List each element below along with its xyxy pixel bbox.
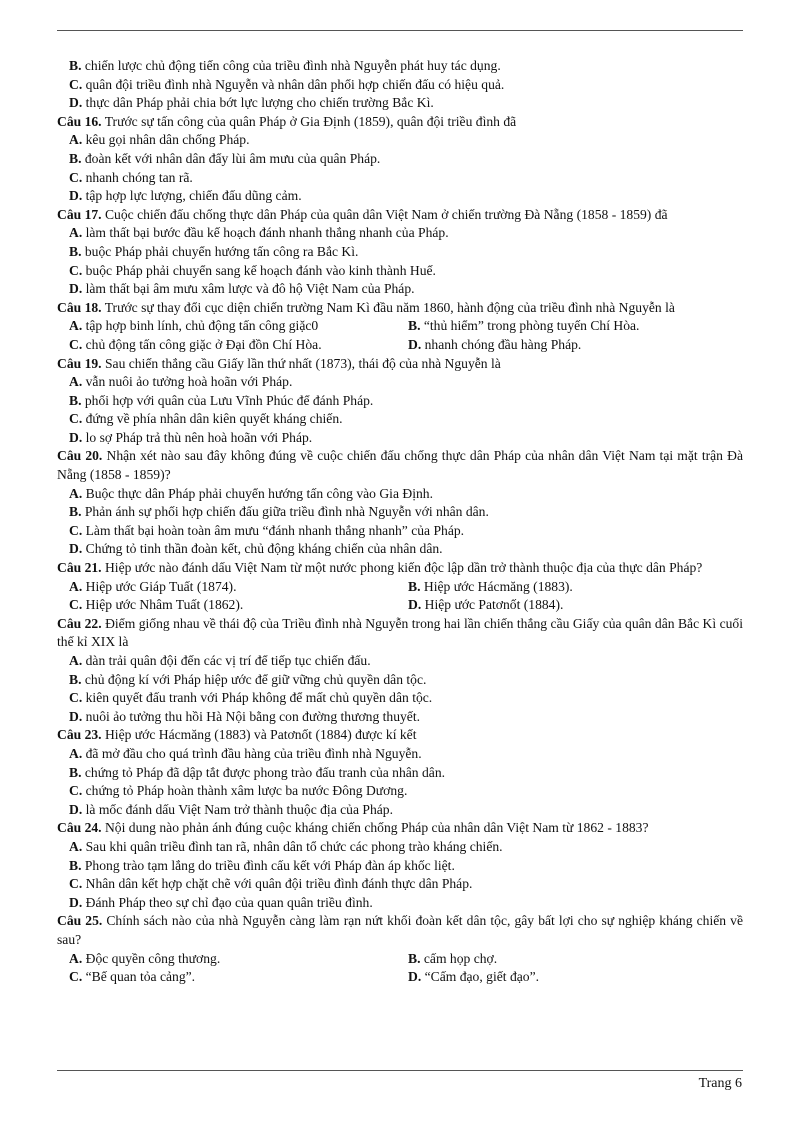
option-text: chủ động kí với Pháp hiệp ước để giữ vững chủ quyền dân tộc. [84, 671, 427, 687]
question-list [57, 57, 743, 987]
answer-option [69, 317, 408, 336]
option-text: Độc quyền công thương. [85, 950, 221, 966]
option-key: B. [69, 764, 82, 780]
option-text: thực dân Pháp phải chia bớt lực lượng cho chiến trường Bắc Kì. [85, 95, 434, 111]
question-number: Câu 16. [57, 113, 102, 129]
answer-option [57, 280, 743, 299]
option-text: chủ động tấn công giặc ở Đại đồn Chí Hòa. [85, 336, 322, 352]
question-text: Sau chiến thắng cầu Giấy lần thứ nhất (1873), thái độ của nhà Nguyễn là [104, 355, 501, 371]
option-text: làm thất bại âm mưu xâm lược và đô hộ Việt Nam của Pháp. [85, 281, 415, 297]
option-key: C. [69, 597, 83, 613]
option-key: C. [69, 522, 83, 538]
answer-option [408, 578, 573, 597]
option-text: buộc Pháp phải chuyển hướng tấn công ra Bắc Kì. [84, 243, 359, 259]
answer-option [57, 150, 743, 169]
answer-option [57, 373, 743, 392]
answer-option-row [57, 336, 743, 355]
answer-option [57, 671, 743, 690]
answer-option [408, 336, 581, 355]
answer-option [57, 410, 743, 429]
question [57, 819, 743, 838]
option-text: Phong trào tạm lắng do triều đình cấu kết với Pháp đàn áp khốc liệt. [84, 857, 455, 873]
question [57, 726, 743, 745]
option-text: “Cấm đạo, giết đạo”. [424, 969, 539, 985]
option-text: Nhân dân kết hợp chặt chẽ với quân đội triều đình đánh thực dân Pháp. [85, 876, 473, 892]
option-key: D. [69, 429, 83, 445]
question-text: Cuộc chiến đấu chống thực dân Pháp của quân dân Việt Nam ở chiến trường Đà Nẵng (1858 - 1859) đã [104, 206, 668, 222]
option-key: A. [69, 374, 83, 390]
option-key: D. [408, 597, 422, 613]
option-key: C. [69, 783, 83, 799]
answer-option [57, 838, 743, 857]
question [57, 206, 743, 225]
answer-option [57, 485, 743, 504]
option-text: nhanh chóng tan rã. [85, 169, 193, 185]
question [57, 355, 743, 374]
answer-option [408, 950, 497, 969]
answer-option [57, 187, 743, 206]
option-key: C. [69, 690, 83, 706]
question-number: Câu 25. [57, 913, 103, 929]
footer-rule [57, 1070, 743, 1071]
answer-option [69, 968, 408, 987]
option-key: C. [69, 262, 83, 278]
answer-option-row [57, 317, 743, 336]
answer-option [57, 262, 743, 281]
option-text: vẫn nuôi ảo tưởng hoà hoãn với Pháp. [85, 374, 293, 390]
question-number: Câu 18. [57, 299, 102, 315]
answer-option [57, 224, 743, 243]
answer-option [57, 57, 743, 76]
question-text: Chính sách nào của nhà Nguyễn càng làm rạn nứt khối đoàn kết dân tộc, gây bất lợi cho sự nghiệp kháng chiến về sau? [57, 913, 743, 947]
option-text: chứng tỏ Pháp hoàn thành xâm lược ba nước Đông Dương. [85, 783, 408, 799]
option-text: Hiệp ước Patơnốt (1884). [424, 597, 564, 613]
page-number: Trang 6 [698, 1076, 742, 1091]
option-text: nhanh chóng đầu hàng Pháp. [424, 336, 582, 352]
option-key: B. [69, 58, 82, 73]
question-number: Câu 23. [57, 727, 102, 743]
header-rule [57, 30, 743, 31]
answer-option [69, 596, 408, 615]
option-key: A. [69, 653, 83, 668]
option-text: “Bế quan tỏa cảng”. [85, 969, 196, 985]
answer-option [57, 243, 743, 262]
option-text: quân đội triều đình nhà Nguyễn và nhân dân phối hợp chiến đấu có hiệu quả. [85, 76, 505, 92]
option-text: kiên quyết đấu tranh với Pháp không để mất chủ quyền dân tộc. [85, 690, 433, 706]
option-key: B. [69, 392, 82, 408]
answer-option-row [57, 596, 743, 615]
option-key: B. [408, 318, 421, 334]
option-key: C. [69, 411, 83, 427]
answer-option [408, 968, 539, 987]
answer-option [57, 131, 743, 150]
option-key: D. [408, 336, 422, 352]
answer-option [57, 875, 743, 894]
option-key: D. [69, 281, 83, 297]
answer-option [57, 745, 743, 764]
answer-option [57, 764, 743, 783]
option-text: tập hợp binh lính, chủ động tấn công giặc0 [85, 318, 319, 334]
answer-option [57, 708, 743, 727]
option-key: D. [69, 188, 83, 204]
option-text: Phản ánh sự phối hợp chiến đấu giữa triều đình nhà Nguyễn với nhân dân. [84, 504, 489, 520]
option-key: B. [69, 671, 82, 687]
question-text: Điểm giống nhau về thái độ của Triều đình nhà Nguyễn trong hai lần chiến thắng cầu Giấy của quân dân Bắc Kì cuối thế kỉ XIX là [57, 615, 743, 650]
option-key: D. [69, 95, 83, 111]
question [57, 615, 743, 652]
question-text: Trước sự tấn công của quân Pháp ở Gia Định (1859), quân đội triều đình đã [104, 113, 517, 129]
option-text: nuôi ảo tưởng thu hồi Hà Nội bằng con đường thương thuyết. [85, 708, 421, 724]
question [57, 113, 743, 132]
answer-option [57, 540, 743, 559]
option-text: Sau khi quân triều đình tan rã, nhân dân tổ chức các phong trào kháng chiến. [85, 838, 503, 854]
answer-option-row [57, 968, 743, 987]
answer-option [69, 578, 408, 597]
option-text: tập hợp lực lượng, chiến đấu dũng cảm. [85, 188, 302, 204]
option-text: Hiệp ước Hácmăng (1883). [423, 578, 573, 594]
option-key: A. [69, 838, 83, 854]
option-text: kêu gọi nhân dân chống Pháp. [85, 132, 250, 148]
answer-option-row [57, 950, 743, 969]
option-text: chiến lược chủ động tiến công của triều đình nhà Nguyễn phát huy tác dụng. [84, 58, 501, 73]
question [57, 299, 743, 318]
question [57, 559, 743, 578]
option-text: buộc Pháp phải chuyển sang kế hoạch đánh vào kinh thành Huế. [85, 262, 436, 278]
option-text: cấm họp chợ. [423, 950, 498, 966]
answer-option [408, 317, 639, 336]
answer-option [57, 169, 743, 188]
option-text: dàn trải quân đội đến các vị trí để tiếp tục chiến đấu. [85, 653, 371, 668]
option-key: A. [69, 950, 83, 966]
answer-option [57, 894, 743, 913]
answer-option [57, 801, 743, 820]
option-key: D. [69, 801, 83, 817]
option-key: B. [69, 857, 82, 873]
option-key: D. [69, 708, 83, 724]
answer-option [57, 857, 743, 876]
option-key: B. [69, 150, 82, 166]
question-number: Câu 22. [57, 615, 102, 631]
question-number: Câu 21. [57, 560, 102, 576]
option-key: D. [69, 541, 83, 557]
answer-option [57, 503, 743, 522]
option-key: C. [69, 76, 83, 92]
option-key: B. [408, 578, 421, 594]
option-key: D. [69, 894, 83, 910]
option-key: C. [69, 969, 83, 985]
option-key: D. [408, 969, 422, 985]
option-text: lo sợ Pháp trả thù nên hoà hoãn với Pháp. [85, 429, 313, 445]
question-text: Hiệp ước Hácmăng (1883) và Patơnốt (1884) được kí kết [104, 727, 417, 743]
answer-option [69, 336, 408, 355]
option-key: C. [69, 876, 83, 892]
answer-option [57, 689, 743, 708]
answer-option [57, 76, 743, 95]
option-text: phối hợp với quân của Lưu Vĩnh Phúc để đánh Pháp. [84, 392, 374, 408]
answer-option [408, 596, 563, 615]
option-key: A. [69, 318, 83, 334]
answer-option [57, 522, 743, 541]
answer-option [57, 429, 743, 448]
question-number: Câu 19. [57, 355, 102, 371]
option-text: đoàn kết với nhân dân đẩy lùi âm mưu của quân Pháp. [84, 150, 381, 166]
option-key: C. [69, 169, 83, 185]
question-number: Câu 17. [57, 206, 102, 222]
option-key: B. [408, 950, 421, 966]
option-key: A. [69, 578, 83, 594]
option-key: A. [69, 225, 83, 241]
option-text: Hiệp ước Giáp Tuất (1874). [85, 578, 237, 594]
option-text: “thủ hiểm” trong phòng tuyến Chí Hòa. [423, 318, 640, 334]
answer-option [57, 782, 743, 801]
option-key: B. [69, 243, 82, 259]
question [57, 912, 743, 949]
option-text: Buộc thực dân Pháp phải chuyển hướng tấn công vào Gia Định. [85, 485, 433, 501]
option-key: A. [69, 745, 83, 761]
answer-option [57, 652, 743, 671]
option-text: đã mở đầu cho quá trình đầu hàng của triều đình nhà Nguyễn. [85, 745, 422, 761]
question-number: Câu 20. [57, 448, 103, 464]
option-text: là mốc đánh dấu Việt Nam trở thành thuộc địa của Pháp. [85, 801, 393, 817]
question-text: Nhận xét nào sau đây không đúng về cuộc chiến đấu chống thực dân Pháp của nhân dân Việt Nam tại mặt trận Đà Nẵng (1858 - 1859)? [57, 448, 743, 483]
option-text: Làm thất bại hoàn toàn âm mưu “đánh nhanh thắng nhanh” của Pháp. [85, 522, 465, 538]
question-text: Nội dung nào phản ánh đúng cuộc kháng chiến chống Pháp của nhân dân Việt Nam từ 1862 - 1883? [104, 820, 649, 836]
option-key: A. [69, 485, 83, 501]
answer-option-row [57, 578, 743, 597]
option-text: làm thất bại bước đầu kế hoạch đánh nhanh thắng nhanh của Pháp. [85, 225, 449, 241]
question [57, 447, 743, 484]
question-number: Câu 24. [57, 820, 102, 836]
option-text: Chứng tỏ tinh thần đoàn kết, chủ động kháng chiến của nhân dân. [85, 541, 443, 557]
option-key: A. [69, 132, 83, 148]
answer-option [69, 950, 408, 969]
option-text: đứng về phía nhân dân kiên quyết kháng chiến. [85, 411, 343, 427]
option-key: C. [69, 336, 83, 352]
option-text: chứng tỏ Pháp đã dập tắt được phong trào đấu tranh của nhân dân. [84, 764, 446, 780]
answer-option [57, 94, 743, 113]
option-key: B. [69, 504, 82, 520]
option-text: Hiệp ước Nhâm Tuất (1862). [85, 597, 244, 613]
question-text: Hiệp ước nào đánh dấu Việt Nam từ một nước phong kiến độc lập dần trở thành thuộc địa của thực dân Pháp? [104, 560, 703, 576]
question-text: Trước sự thay đổi cục diện chiến trường Nam Kì đầu năm 1860, hành động của triều đình nhà Nguyễn là [104, 299, 675, 315]
answer-option [57, 392, 743, 411]
option-text: Đánh Pháp theo sự chỉ đạo của quan quân triều đình. [85, 894, 373, 910]
